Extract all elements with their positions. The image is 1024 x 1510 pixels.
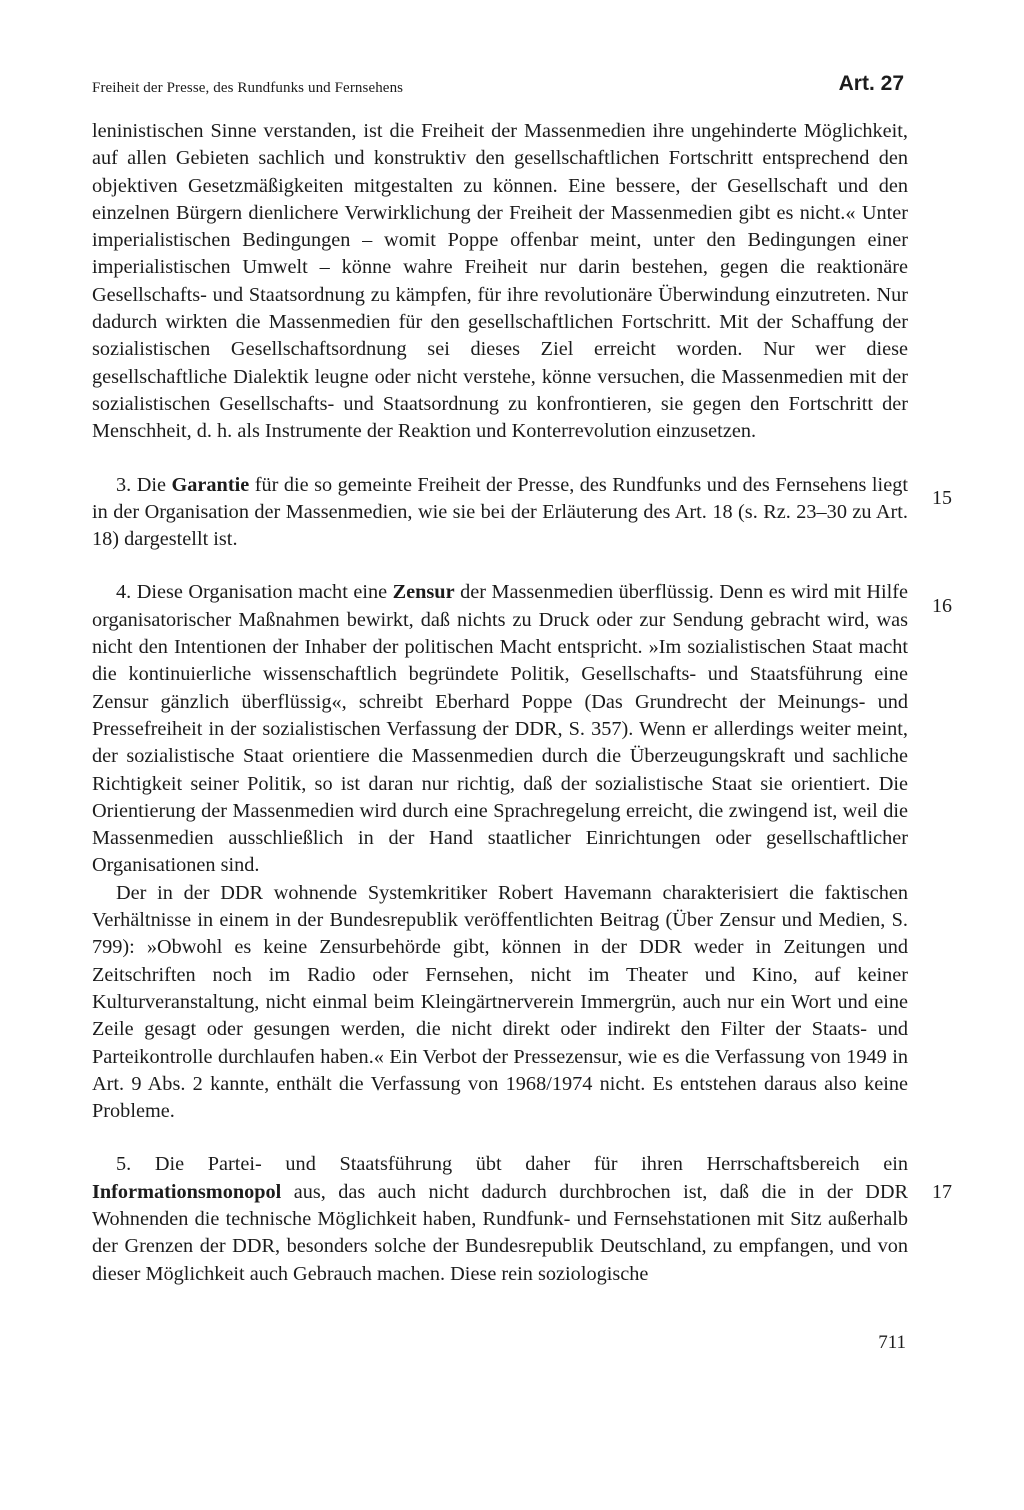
- section-5-paragraph: [92, 1151, 908, 1287]
- page-number: 711: [878, 1332, 906, 1353]
- section-lead: Diese Organisation macht eine: [136, 581, 388, 604]
- running-header: Freiheit der Presse, des Rundfunks und Fernsehens: [92, 80, 404, 96]
- section-text: der Massenmedien überflüssig. Denn es wird mit Hilfe organisatorischer Maßnahmen bewirkt, daß nichts zu Druck oder zur Sendung gebracht wird, was nicht den Intentionen der Inhaber der politischen Macht entspricht. »Im sozialistischen Staat macht die kontinuierliche wissenschaftlich begründete Politik, Gesellschafts- und Staatsführung eine Zensur gänzlich überflüssig«, schreibt Eberhard Poppe (Das Grundrecht der Meinungs- und Pressefreiheit in der sozialistischen Verfassung der DDR, S. 357). Wenn er allerdings weiter meint, der sozialistische Staat orientiere die Massenmedien durch die Überzeugungskraft und sachliche Richtigkeit seiner Politik, so ist daran nur richtig, daß der sozialistische Staat sie orientiert. Die Orientierung der Massenmedien wird durch eine Sprachregelung erreicht, die zwingend ist, weil die Massenmedien ausschließlich in der Hand staatlicher Einrichtungen oder gesellschaftlicher Organisationen sind.: [92, 581, 908, 877]
- main-text: [92, 118, 908, 1288]
- section-lead: Die: [136, 473, 166, 496]
- section-number: 4.: [116, 581, 132, 604]
- section-keyword: Zensur: [392, 581, 455, 604]
- section-number: 5.: [116, 1153, 132, 1176]
- intro-paragraph: leninistischen Sinne verstanden, ist die Freiheit der Massenmedien ihre ungehinderte Möglichkeit, auf allen Gebieten sachlich und konstruktiv den gesellschaftlichen Fortschritt entsprechend den objektiven Gesetzmäßigkeiten mitgestalten zu können. Eine bessere, der Gesellschaft und den einzelnen Bürgern dienlichere Verwirklichung der Freiheit der Massenmedien gibt es nicht.« Unter imperialistischen Bedingungen – womit Poppe offenbar meint, unter den Bedingungen einer imperialistischen Umwelt – könne wahre Freiheit nur darin bestehen, gegen die reaktionäre Gesellschafts- und Staatsordnung zu kämpfen, für ihre revolutionäre Überwindung einzutreten. Nur dadurch wirkten die Massenmedien für den gesellschaftlichen Fortschritt. Mit der Schaffung der sozialistischen Gesellschaftsordnung sei dieses Ziel erreicht worden. Nur wer diese gesellschaftliche Dialektik leugne oder nicht verstehe, könne versuchen, die Massenmedien mit der sozialistischen Gesellschafts- und Staatsordnung zu konfrontieren, sie gegen den Fortschritt der Menschheit, d. h. als Instrumente der Reaktion und Konterrevolution einzusetzen.: [92, 120, 908, 443]
- section-4-paragraph-2: Der in der DDR wohnende Systemkritiker Robert Havemann charakterisiert die faktischen Verhältnisse in einem in der Bundesrepublik veröffentlichten Beitrag (Über Zensur und Medien, S. 799): »Obwohl es keine Zensurbehörde gibt, können in der DDR weder in Zeitungen und Zeitschriften noch im Radio oder Fernsehen, nicht im Theater und Kino, auf keiner Kulturveranstaltung, nicht einmal beim Kleingärtnerverein Immergrün, auch nur ein Wort und eine Zeile gesagt oder gesungen werden, die nicht direkt oder indirekt den Filter der Staats- und Parteikontrolle durchlaufen haben.« Ein Verbot der Pressezensur, wie es die Verfassung von 1949 in Art. 9 Abs. 2 kannte, enthält die Verfassung von 1968/1974 nicht. Es entstehen daraus also keine Probleme.: [92, 881, 908, 1123]
- section-text: aus, das auch nicht dadurch durchbrochen ist, daß die in der DDR Wohnenden die technische Möglichkeit haben, Rundfunk- und Fernsehstationen mit Sitz außerhalb der Grenzen der DDR, besonders solche der Bundesrepublik Deutschland, zu empfangen, und von dieser Möglichkeit auch Gebrauch machen. Diese rein soziologische: [92, 1180, 909, 1285]
- margin-number-16: 16: [932, 595, 952, 617]
- section-keyword: Garantie: [171, 473, 250, 496]
- section-4-paragraph: [92, 579, 908, 879]
- section-text: für die so gemeinte Freiheit der Presse, des Rundfunks und des Fernsehens liegt in der Organisation der Massenmedien, wie sie bei der Erläuterung des Art. 18 (s. Rz. 23–30 zu Art. 18) dargestellt ist.: [92, 473, 908, 551]
- section-lead: Die Partei- und Staatsführung übt daher für ihren Herrschaftsbereich ein: [154, 1153, 908, 1176]
- section-number: 3.: [116, 473, 132, 496]
- article-label: Art. 27: [838, 72, 904, 95]
- section-4: [92, 579, 908, 1125]
- section-3-paragraph: [92, 472, 908, 554]
- margin-number-15: 15: [932, 487, 952, 509]
- section-5: [92, 1151, 908, 1287]
- section-keyword: Informationsmonopol: [92, 1180, 282, 1203]
- section-3: [92, 472, 908, 554]
- margin-number-17: 17: [932, 1181, 952, 1203]
